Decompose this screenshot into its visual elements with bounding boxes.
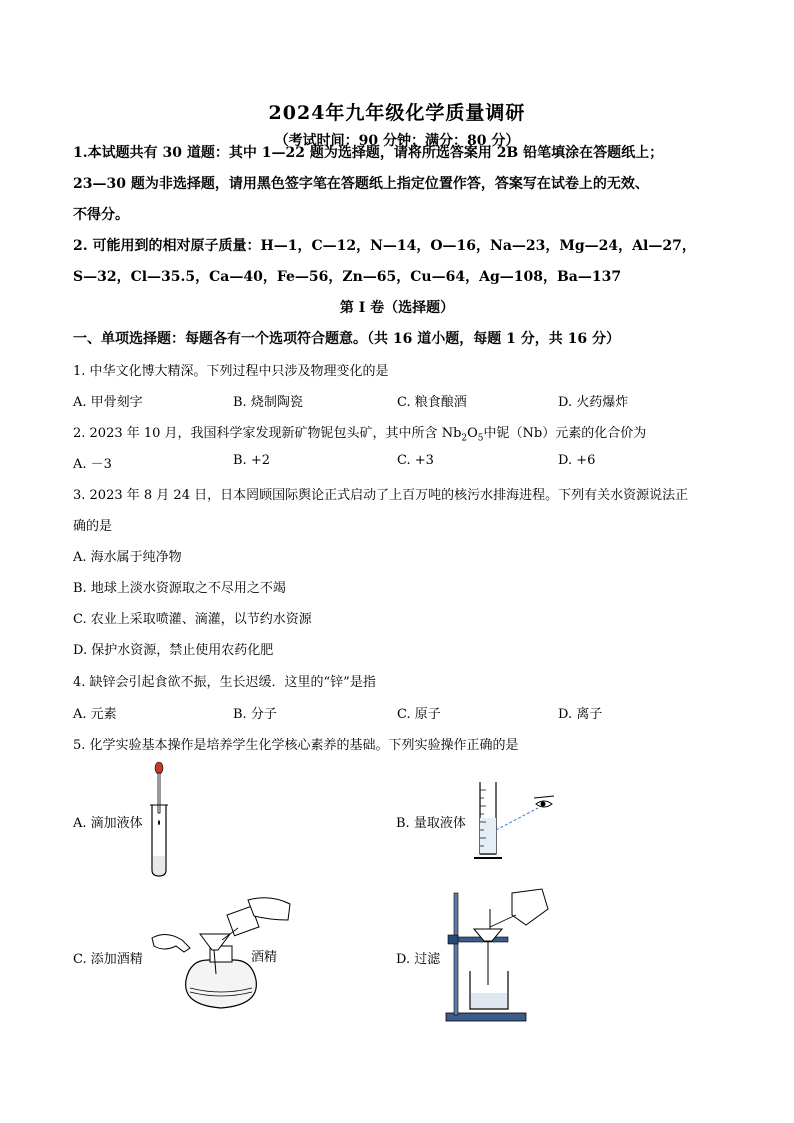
section-title: 第 Ⅰ 卷（选择题）	[339, 300, 455, 316]
question-2-stem	[73, 422, 646, 444]
q5-option-b: B. 量取液体	[396, 816, 466, 831]
alcohol-lamp-filling-figure	[150, 890, 300, 1020]
note-line-5: S—32，Cl—35.5，Ca—40，Fe—56，Zn—65，Cu—64，Ag—108，Ba—137	[73, 269, 622, 285]
filtration-setup-figure	[442, 885, 552, 1025]
question-3-stem-line-2: 确的是	[73, 519, 113, 534]
q3-option-a: A. 海水属于纯净物	[73, 550, 182, 565]
note-line-1: 1.本试题共有 30 道题：其中 1—22 题为选择题，请将所选答案用 2B 铅笔填涂在答题纸上；	[73, 145, 664, 161]
q4-option-b: B. 分子	[233, 707, 277, 722]
q5-option-d: D. 过滤	[396, 952, 441, 967]
q1-option-c: C. 粮食酿酒	[397, 395, 467, 410]
q4-option-d: D. 离子	[558, 707, 603, 722]
alcohol-label: 酒精	[251, 950, 278, 965]
q2-stem-b: 中铌（Nb）元素的化合价为	[483, 426, 647, 441]
dropper-test-tube-figure	[148, 760, 172, 880]
note-line-4: 2. 可能用到的相对原子质量：H—1，C—12，N—14，O—16，Na—23，Mg—24，Al—27，	[73, 238, 696, 254]
q2-option-a: A. －3	[73, 457, 112, 472]
q4-option-a: A. 元素	[73, 707, 117, 722]
q3-option-d: D. 保护水资源，禁止使用农药化肥	[73, 643, 274, 658]
graduated-cylinder-figure	[472, 778, 562, 863]
question-4-stem: 4. 缺锌会引起食欲不振，生长迟缓．这里的“锌”是指	[73, 675, 376, 690]
q2-option-c: C. +3	[397, 453, 434, 468]
question-5-stem: 5. 化学实验基本操作是培养学生化学核心素养的基础。下列实验操作正确的是	[73, 738, 519, 753]
q2-sub-1: 2	[461, 433, 468, 444]
q2-option-b: B. +2	[233, 453, 270, 468]
part-title: 一、单项选择题：每题各有一个选项符合题意。（共 16 道小题，每题 1 分，共 16 分）	[73, 331, 620, 347]
question-1-stem: 1. 中华文化博大精深。下列过程中只涉及物理变化的是	[73, 364, 389, 379]
q2-stem-a: 2. 2023 年 10 月，我国科学家发现新矿物铌包头矿，其中所含 Nb	[73, 426, 462, 441]
note-line-3: 不得分。	[73, 207, 129, 223]
q1-option-d: D. 火药爆炸	[558, 395, 629, 410]
question-3-stem-line-1: 3. 2023 年 8 月 24 日，日本罔顾国际舆论正式启动了上百万吨的核污水排海进程。下列有关水资源说法正	[73, 488, 689, 503]
q1-option-a: A. 甲骨刻字	[73, 395, 143, 410]
q3-option-b: B. 地球上淡水资源取之不尽用之不竭	[73, 581, 286, 596]
q4-option-c: C. 原子	[397, 707, 441, 722]
note-line-2: 23—30 题为非选择题，请用黑色签字笔在答题纸上指定位置作答，答案写在试卷上的无效、	[73, 176, 649, 192]
exam-subtitle: （考试时间：90 分钟；满分：80 分）	[274, 133, 520, 149]
q2-sub-2: 5	[477, 433, 484, 444]
q2-mid: O	[467, 426, 478, 441]
q2-option-d: D. +6	[558, 453, 596, 468]
q3-option-c: C. 农业上采取喷灌、滴灌，以节约水资源	[73, 612, 312, 627]
exam-title: 2024年九年级化学质量调研	[268, 102, 526, 124]
q5-option-c: C. 添加酒精	[73, 952, 143, 967]
q1-option-b: B. 烧制陶瓷	[233, 395, 303, 410]
q5-option-a: A. 滴加液体	[73, 816, 143, 831]
